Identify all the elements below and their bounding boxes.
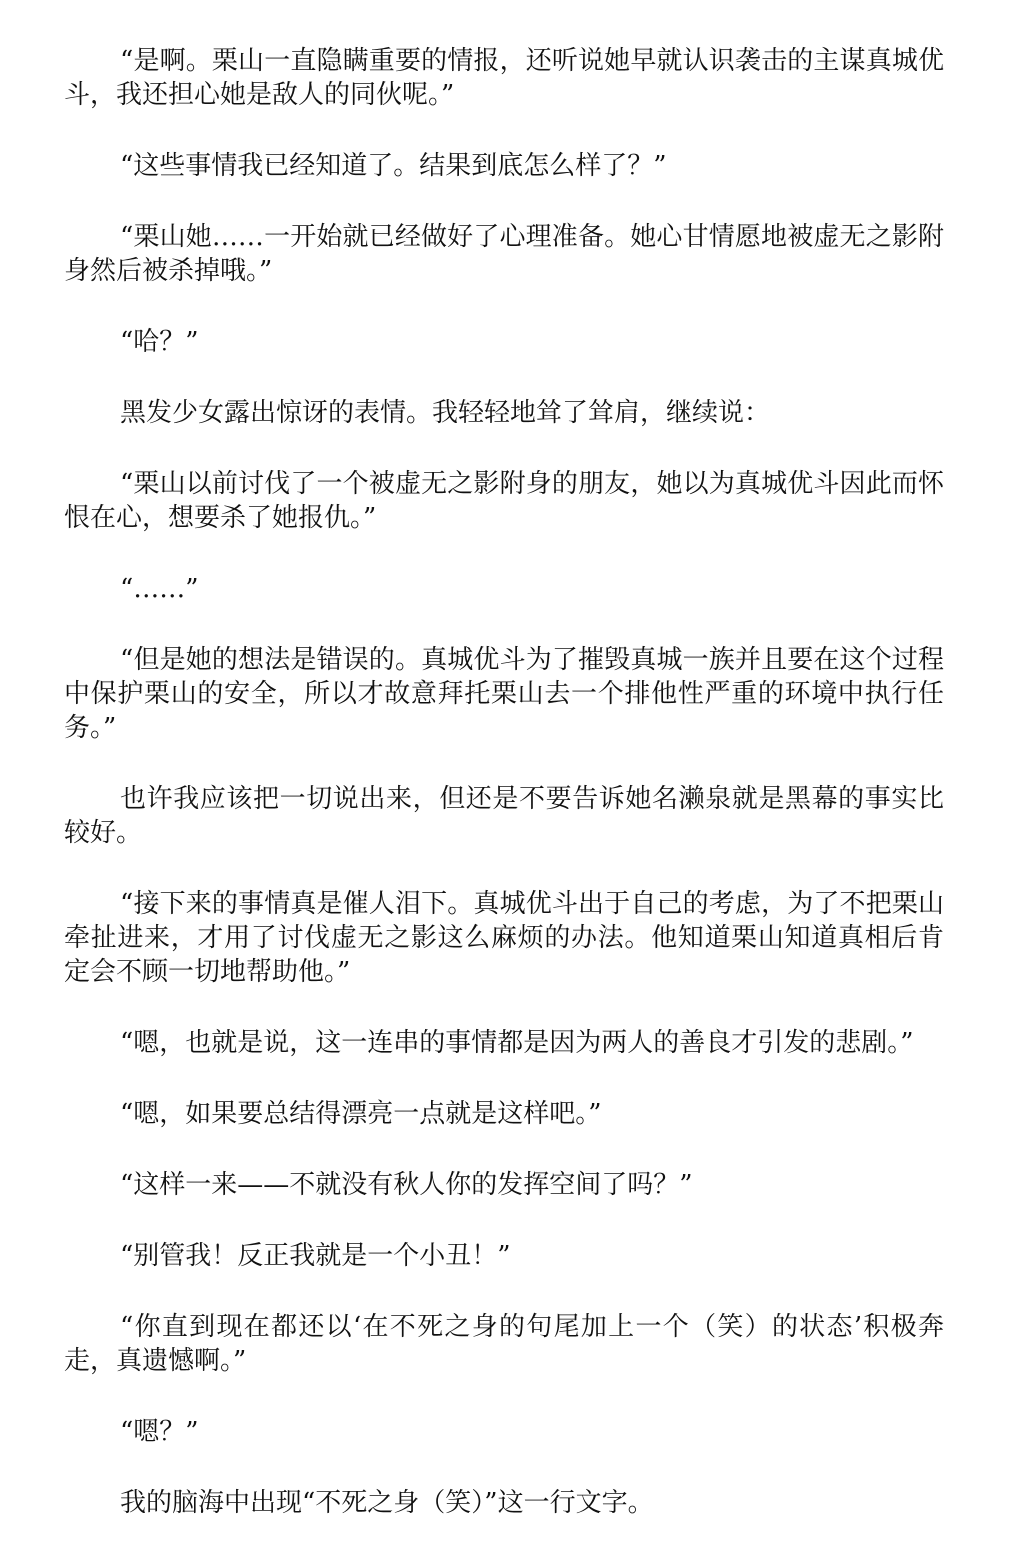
paragraph: “哈？” (120, 327, 199, 357)
paragraph: 也许我应该把一切说出来，但还是不要告诉她名濑泉就是黑幕的事实比较好。 (64, 784, 944, 848)
paragraph: 黑发少女露出惊讶的表情。我轻轻地耸了耸肩，继续说： (120, 398, 771, 428)
paragraph: “这样一来——不就没有秋人你的发挥空间了吗？” (120, 1170, 693, 1200)
paragraph: “……” (120, 574, 199, 604)
paragraph: “栗山以前讨伐了一个被虚无之影附身的朋友，她以为真城优斗因此而怀恨在心，想要杀了她报仇。” (64, 469, 944, 533)
paragraph: “这些事情我已经知道了。结果到底怎么样了？” (120, 151, 667, 181)
paragraph: “嗯？” (120, 1417, 199, 1447)
paragraph: “嗯，也就是说，这一连串的事情都是因为两人的善良才引发的悲剧。” (120, 1028, 914, 1058)
paragraph: 我的脑海中出现“不死之身（笑）”这一行文字。 (120, 1488, 654, 1518)
paragraph: “你直到现在都还以‘在不死之身的句尾加上一个（笑）的状态’积极奔走，真遗憾啊。” (64, 1312, 944, 1376)
paragraph: “栗山她……一开始就已经做好了心理准备。她心甘情愿地被虚无之影附身然后被杀掉哦。” (64, 222, 944, 286)
paragraph: “别管我！反正我就是一个小丑！” (120, 1241, 511, 1271)
paragraph: “是啊。栗山一直隐瞒重要的情报，还听说她早就认识袭击的主谋真城优斗，我还担心她是敌人的同伙呢。” (64, 46, 944, 110)
document-page (64, 44, 944, 1557)
paragraph: “嗯，如果要总结得漂亮一点就是这样吧。” (120, 1099, 602, 1129)
paragraph: “接下来的事情真是催人泪下。真城优斗出于自己的考虑，为了不把栗山牵扯进来，才用了讨伐虚无之影这么麻烦的办法。他知道栗山知道真相后肯定会不顾一切地帮助他。” (64, 889, 944, 987)
paragraph: “但是她的想法是错误的。真城优斗为了摧毁真城一族并且要在这个过程中保护栗山的安全，所以才故意拜托栗山去一个排他性严重的环境中执行任务。” (64, 645, 944, 743)
